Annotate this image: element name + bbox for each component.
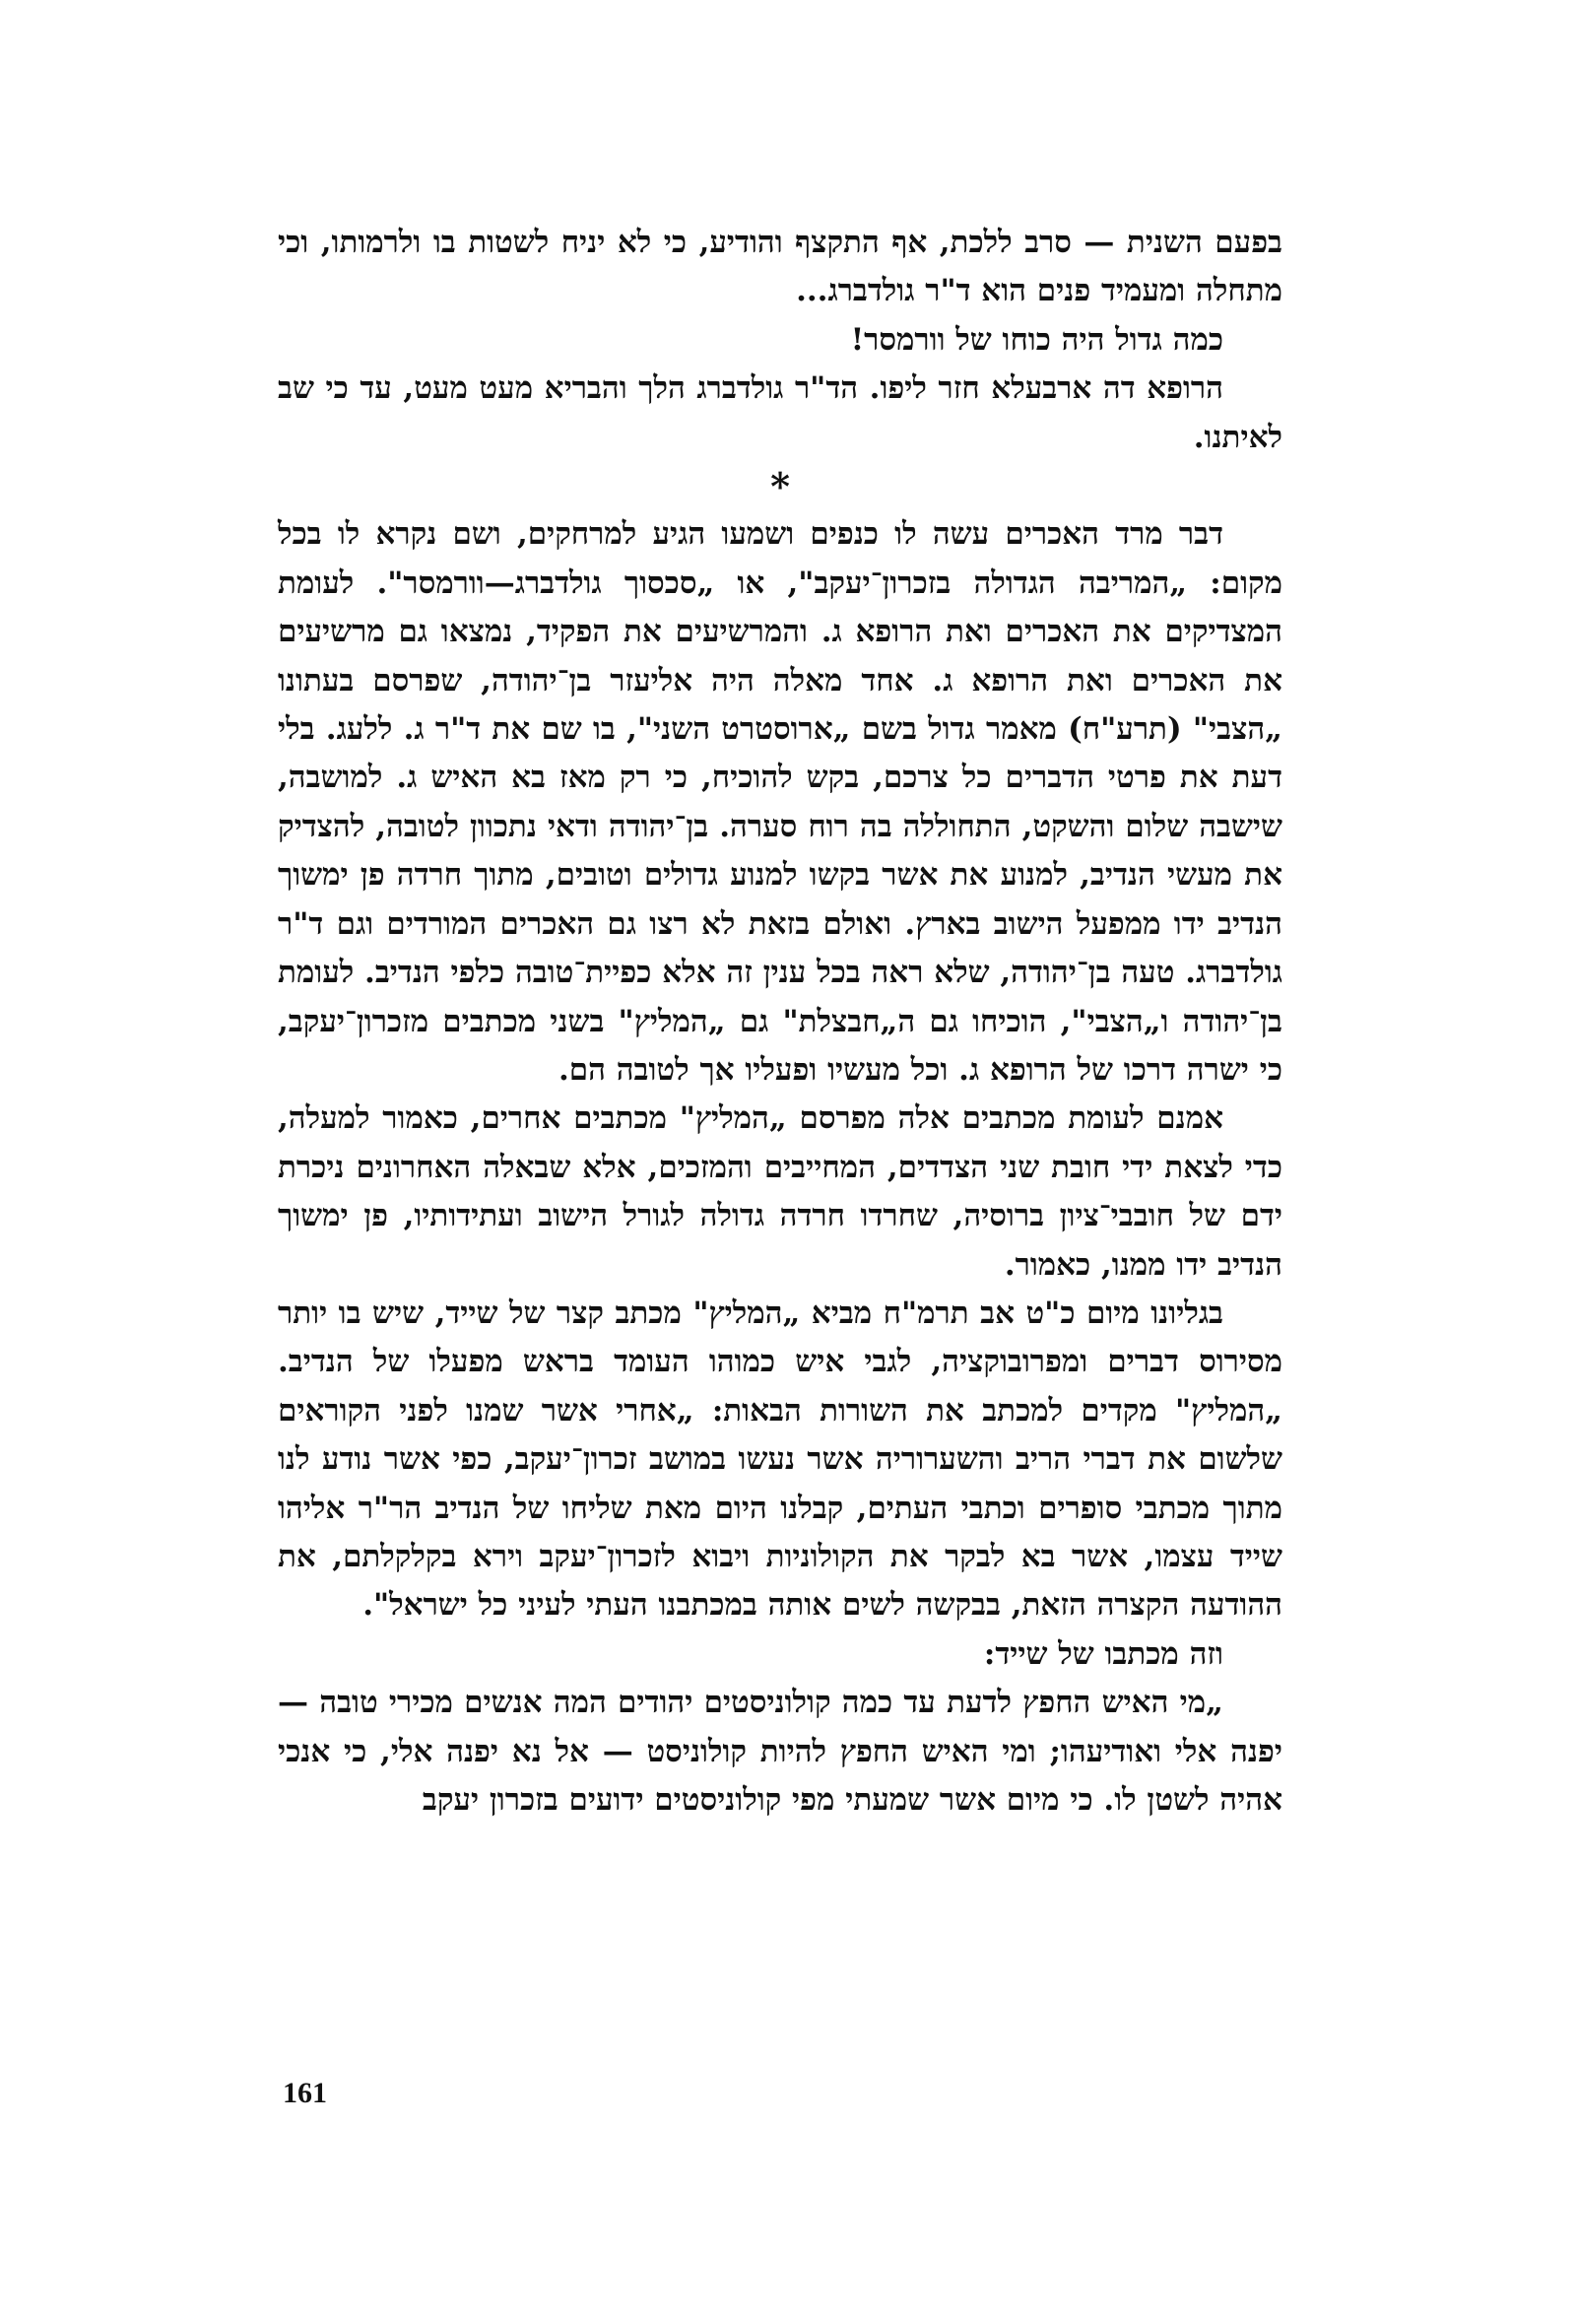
paragraph: „מי האיש החפץ לדעת עד כמה קולוניסטים יהודים המה אנשים מכירי טובה — יפנה אלי ואודיעהו; ומי האיש החפץ להיות קולוניסט — אל נא יפנה אלי, כי אנכי אהיה לשטן לו. כי מיום אשר שמעתי מפי קולוניסטים ידועים בזכרון יעקב: [278, 1685, 1282, 1818]
paragraph: בגליונו מיום כ"ט אב תרמ"ח מביא „המליץ" מכתב קצר של שייד, שיש בו יותר מסירוס דברים ומפרובוקציה, לגבי איש כמוהו העומד בראש מפעלו של הנדיב. „המליץ" מקדים למכתב את השורות הבאות: „אחרי אשר שמנו לפני הקוראים שלשום את דברי הריב והשערוריה אשר נעשו במושב זכרון־יעקב, כפי אשר נודע לנו מתוך מכתבי סופרים וכתבי העתים, קבלנו היום מאת שליחו של הנדיב הר"ר אליהו שייד עצמו, אשר בא לבקר את הקולוניות ויבוא לזכרון־יעקב וירא בקלקלתם, את ההודעה הקצרה הזאת, בבקשה לשים אותה במכתבנו העתי לעיני כל ישראל".: [278, 1295, 1282, 1624]
paragraph: אמנם לעומת מכתבים אלה מפרסם „המליץ" מכתבים אחרים, כאמור למעלה, כדי לצאת ידי חובת שני הצדדים, המחייבים והמזכים, אלא שבאלה האחרונים ניכרת ידם של חובבי־ציון ברוסיה, שחרדו חרדה גדולה לגורל הישוב ועתידותיו, פן ימשוך הנדיב ידו ממנו, כאמור.: [278, 1100, 1282, 1283]
paragraph: הרופא דה ארבעלא חזר ליפו. הד"ר גולדברג הלך והבריא מעט מעט, עד כי שב לאיתנו.: [278, 370, 1282, 455]
paragraph: כמה גדול היה כוחו של וורמסר!: [850, 321, 1223, 358]
paragraph: בפעם השנית — סרב ללכת, אף התקצף והודיע, כי לא יניח לשטות בו ולרמותו, וכי מתחלה ומעמיד פנים הוא ד"ר גולדברג...: [278, 225, 1282, 309]
body-text: [278, 219, 1282, 1825]
paragraph: וזה מכתבו של שייד:: [983, 1635, 1223, 1672]
section-separator: *: [770, 464, 790, 509]
page-number: 161: [283, 2077, 327, 2109]
paragraph: דבר מרד האכרים עשה לו כנפים ושמעו הגיע למרחקים, ושם נקרא לו בכל מקום: „המריבה הגדולה בזכרון־יעקב", או „סכסוך גולדברג—וורמסר". לעומת המצדיקים את האכרים ואת הרופא ג. והמרשיעים את הפקיד, נמצאו גם מרשיעים את האכרים ואת הרופא ג. אחד מאלה היה אליעזר בן־יהודה, שפרסם בעתונו „הצבי" (תרע"ח) מאמר גדול בשם „ארוסטרט השני", בו שם את ד"ר ג. ללעג. בלי דעת את פרטי הדברים כל צרכם, בקש להוכיח, כי רק מאז בא האיש ג. למושבה, שישבה שלום והשקט, התחוללה בה רוח סערה. בן־יהודה ודאי נתכוון לטובה, להצדיק את מעשי הנדיב, למנוע את אשר בקשו למנוע גדולים וטובים, מתוך חרדה פן ימשוך הנדיב ידו ממפעל הישוב בארץ. ואולם בזאת לא רצו גם האכרים המורדים וגם ד"ר גולדברג. טעה בן־יהודה, שלא ראה בכל ענין זה אלא כפיית־טובה כלפי הנדיב. לעומת בן־יהודה ו„הצבי", הוכיחו גם ה„חבצלת" גם „המליץ" בשני מכתבים מזכרון־יעקב, כי ישרה דרכו של הרופא ג. וכל מעשיו ופעליו אך לטובה הם.: [278, 516, 1282, 1088]
